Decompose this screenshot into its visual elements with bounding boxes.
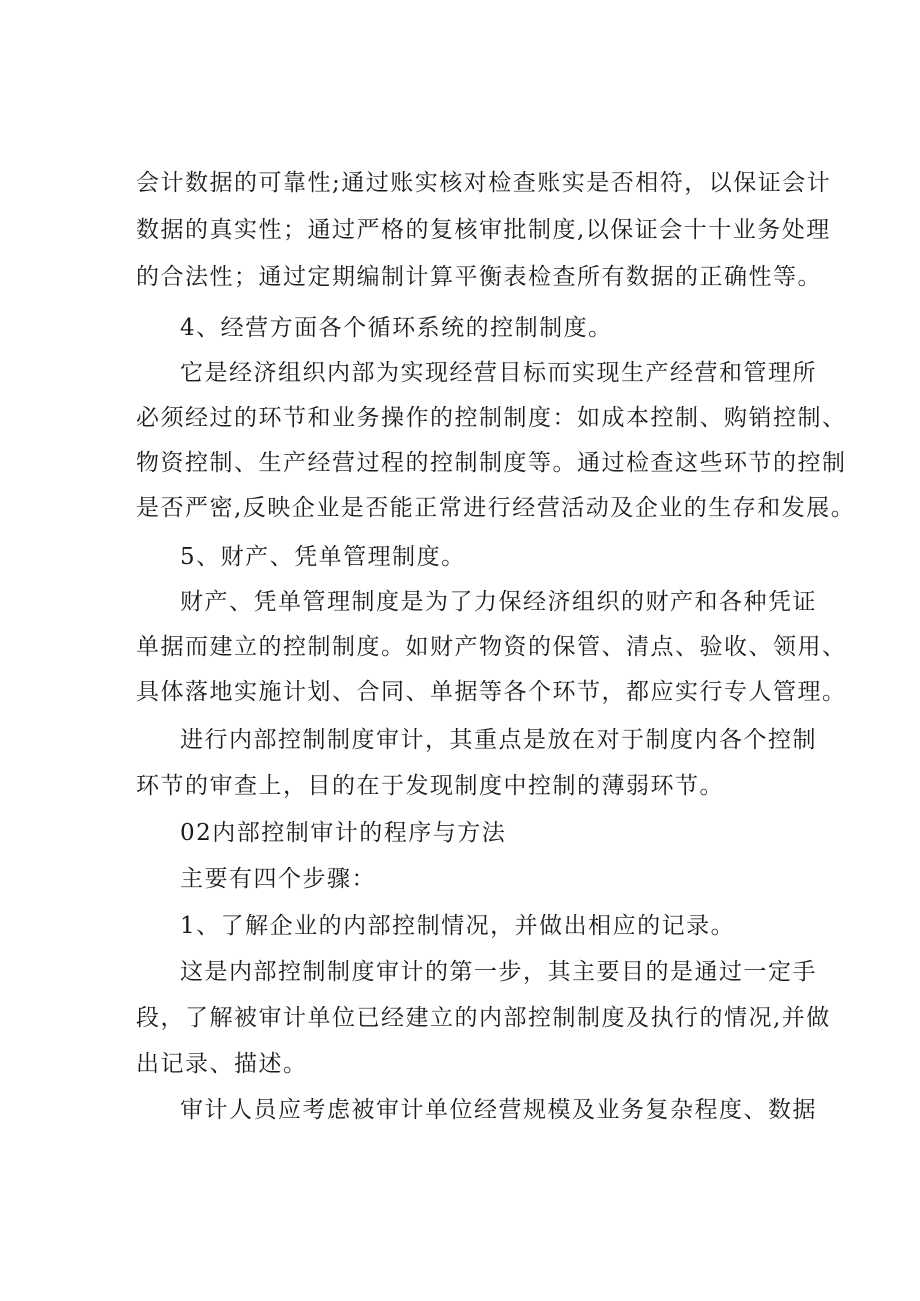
section-heading-4: 4、经营方面各个循环系统的控制制度。: [180, 315, 613, 341]
paragraph-line: 段，了解被审计单位已经建立的内部控制制度及执行的情况,并做: [136, 1005, 831, 1031]
paragraph-line: 单据而建立的控制制度。如财产物资的保管、清点、验收、领用、: [136, 634, 847, 660]
paragraph-line: 环节的审查上，目的在于发现制度中控制的薄弱环节。: [136, 773, 724, 799]
paragraph-line: 数据的真实性；通过严格的复核审批制度,以保证会十十业务处理: [136, 217, 831, 243]
paragraph-line: 这是内部控制制度审计的第一步，其主要目的是通过一定手: [180, 959, 817, 985]
paragraph-line: 是否严密,反映企业是否能正常进行经营活动及企业的生存和发展。: [136, 495, 856, 521]
paragraph-line: 具体落地实施计划、合同、单据等各个环节，都应实行专人管理。: [136, 679, 847, 705]
paragraph-line: 必须经过的环节和业务操作的控制制度：如成本控制、购销控制、: [136, 405, 847, 431]
paragraph-line: 财产、凭单管理制度是为了力保经济组织的财产和各种凭证: [180, 589, 817, 615]
section-heading-02: 02内部控制审计的程序与方法: [180, 820, 507, 846]
step-heading-1: 1、了解企业的内部控制情况，并做出相应的记录。: [180, 913, 736, 939]
paragraph-line: 审计人员应考虑被审计单位经营规模及业务复杂程度、数据: [180, 1097, 817, 1123]
paragraph-line: 会计数据的可靠性;通过账实核对检查账实是否相符，以保证会计: [136, 170, 832, 196]
paragraph-line: 主要有四个步骤：: [180, 866, 376, 892]
paragraph-line: 物资控制、生产经营过程的控制制度等。通过检查这些环节的控制: [136, 450, 847, 476]
paragraph-line: 的合法性；通过定期编制计算平衡表检查所有数据的正确性等。: [136, 264, 822, 290]
paragraph-line: 进行内部控制制度审计，其重点是放在对于制度内各个控制: [180, 727, 817, 753]
paragraph-line: 它是经济组织内部为实现经营目标而实现生产经营和管理所: [180, 360, 817, 386]
paragraph-line: 出记录、描述。: [136, 1051, 308, 1077]
section-heading-5: 5、财产、凭单管理制度。: [180, 544, 466, 570]
